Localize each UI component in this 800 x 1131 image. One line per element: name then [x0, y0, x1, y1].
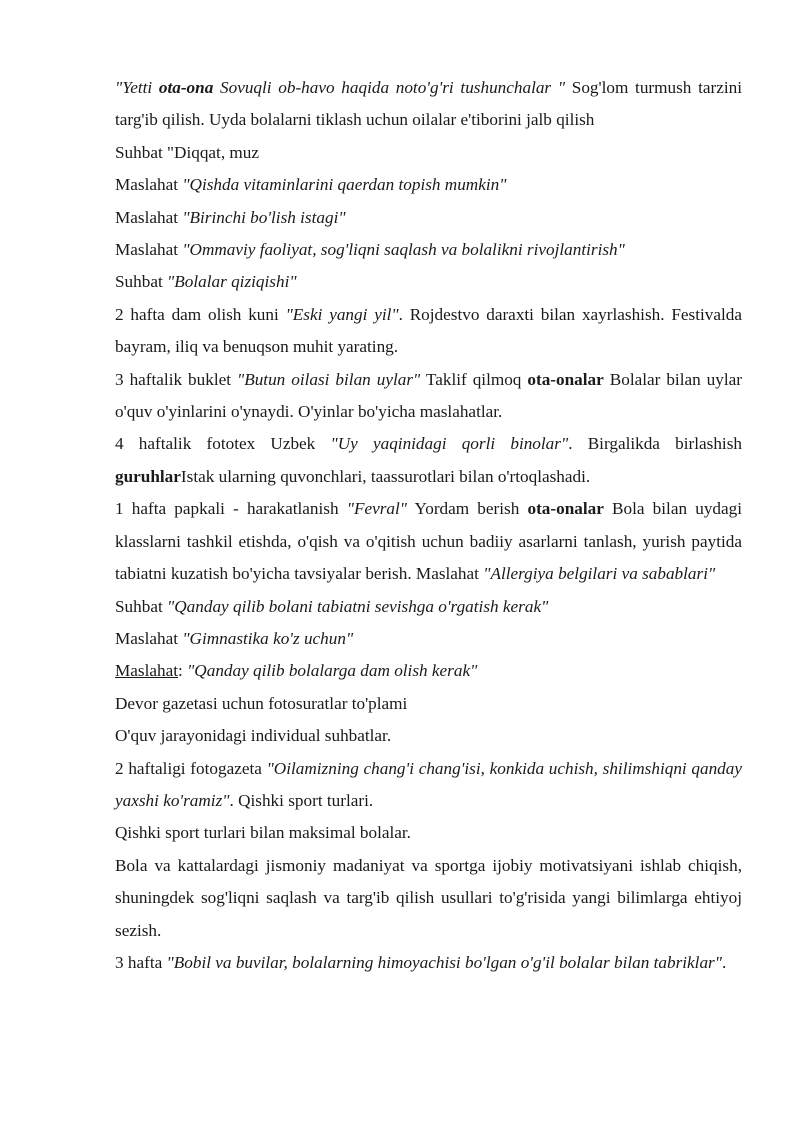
text-run: "Allergiya belgilari va sabablari" — [483, 564, 716, 584]
document-body — [115, 72, 742, 979]
text-run: ota-onalar — [527, 499, 604, 519]
text-run: Devor gazetasi uchun fotosuratlar to'plami — [115, 693, 408, 713]
text-run: "Eski yangi yil" — [285, 304, 399, 324]
text-run: 2 haftaligi fotogazeta — [115, 758, 267, 778]
text-run: Maslahat — [115, 175, 183, 195]
text-run: Suhbat — [115, 596, 168, 616]
text-run: : — [178, 661, 188, 681]
text-run: 4 haftalik fototex Uzbek — [115, 434, 331, 454]
text-run: Suhbat — [115, 272, 168, 292]
text-run: "Birinchi bo'lish istagi" — [182, 207, 346, 227]
text-run: Maslahat — [115, 661, 179, 681]
paragraph — [115, 299, 742, 364]
text-run: Istak ularning quvonchlari, taassurotlari bilan o'rtoqlashadi. — [180, 466, 591, 486]
text-run: Maslahat — [115, 240, 183, 260]
text-run: Maslahat — [115, 207, 183, 227]
text-run: "Qanday qilib bolani tabiatni sevishga o'rgatish kerak" — [167, 596, 549, 616]
paragraph — [115, 817, 742, 849]
text-run: guruhlar — [115, 466, 181, 486]
text-run: . Birgalikda birlashish — [568, 434, 742, 454]
text-run: Sovuqli ob-havo haqida noto'g'ri tushunchalar " — [213, 78, 566, 97]
text-run: 2 hafta dam olish kuni — [115, 304, 286, 324]
text-run: Taklif qilmoq — [420, 369, 528, 389]
paragraph — [115, 169, 742, 201]
text-run: "Butun oilasi bilan uylar" — [237, 369, 421, 389]
text-run: "Oilamizning chang'i chang'isi, konkida uchish, shilimshiqni qanday yaxshi ko'ramiz" — [115, 758, 742, 810]
text-run: "Uy yaqinidagi qorli binolar" — [330, 434, 569, 454]
text-run: "Bobil va buvilar, bolalarning himoyachisi bo'lgan o'g'il bolalar bilan tabriklar" — [166, 952, 722, 972]
text-run: ota-ona — [158, 78, 214, 97]
paragraph — [115, 428, 742, 493]
text-run: Sog'lom turmush tarzini targ'ib qilish. Uyda bolalarni tiklash uchun oilalar e'tiborini jalb qilish — [115, 78, 743, 130]
text-run: "Qanday qilib bolalarga dam olish kerak" — [187, 661, 478, 681]
text-run: . — [721, 952, 727, 972]
text-run: "Qishda vitaminlarini qaerdan topish mumkin" — [182, 175, 507, 195]
paragraph — [115, 753, 742, 818]
text-run: Bola bilan uydagi klasslarni tashkil etishda, o'qish va o'qitish uchun badiiy asarlarni tanlash, yurish paytida tabiatni kuzatish bo'yicha tavsiyalar berish. Maslahat — [115, 499, 742, 584]
paragraph — [115, 202, 742, 234]
text-run: Bola va kattalardagi jismoniy madaniyat va sportga ijobiy motivatsiyani ishlab chiqish, shuningdek sog'liqni saqlash va targ'ib qilish usullari to'g'risida yangi bilimlarga ehtiyoj sezish. — [115, 855, 742, 940]
text-run: ota-onalar — [527, 369, 604, 389]
text-run: . Rojdestvo daraxti bilan xayrlashish. Festivalda bayram, iliq va benuqson muhit yarating. — [115, 304, 742, 357]
paragraph — [115, 947, 742, 979]
text-run: Qishki sport turlari bilan maksimal bolalar. — [115, 823, 411, 843]
text-run: 3 hafta — [115, 952, 167, 972]
text-run: "Fevral" — [346, 499, 407, 519]
paragraph — [115, 266, 742, 298]
text-run: Suhbat "Diqqat, muz — [115, 142, 260, 162]
text-run: "Ommaviy faoliyat, sog'liqni saqlash va bolalikni rivojlantirish" — [182, 240, 625, 260]
paragraph — [115, 720, 742, 752]
text-run: . Qishki sport turlari. — [229, 790, 374, 810]
text-run: 3 haftalik buklet — [115, 369, 237, 389]
paragraph — [115, 655, 742, 687]
text-run: "Bolalar qiziqishi" — [167, 272, 297, 292]
text-run: 1 hafta papkali - harakatlanish — [115, 499, 347, 519]
paragraph — [115, 234, 742, 266]
paragraph — [115, 72, 742, 137]
paragraph — [115, 364, 742, 429]
text-run: O'quv jarayonidagi individual suhbatlar. — [115, 726, 392, 746]
paragraph — [115, 688, 742, 720]
text-run: "Gimnastika ko'z uchun" — [182, 628, 354, 648]
text-run: "Yetti — [115, 78, 159, 97]
paragraph — [115, 493, 742, 590]
paragraph — [115, 591, 742, 623]
text-run: Maslahat — [115, 628, 183, 648]
text-run: Bolalar bilan uylar o'quv o'yinlarini o'ynaydi. O'yinlar bo'yicha maslahatlar. — [115, 369, 742, 422]
paragraph — [115, 623, 742, 655]
paragraph — [115, 137, 742, 169]
paragraph — [115, 850, 742, 947]
text-run: Yordam berish — [407, 499, 528, 519]
